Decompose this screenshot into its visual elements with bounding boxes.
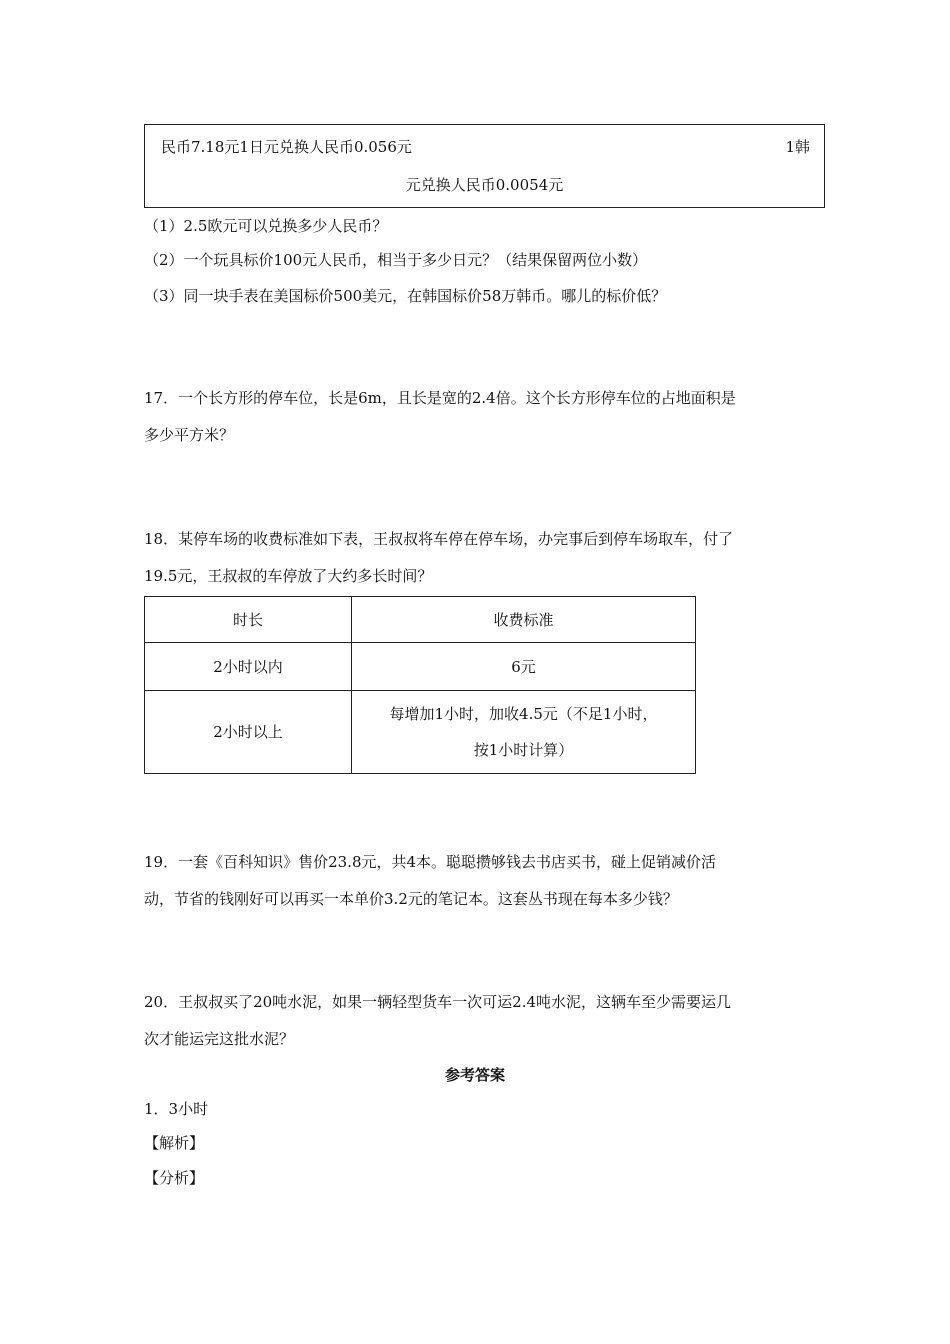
answer-1: 1．3小时 xyxy=(144,1100,209,1118)
answer-jiexi-label: 【解析】 xyxy=(144,1134,205,1152)
answers-title: 参考答案 xyxy=(444,1066,505,1084)
fee-table-cell-fee: 6元 xyxy=(352,643,696,691)
fee-table xyxy=(144,596,696,774)
answer-fenxi-label: 【分析】 xyxy=(144,1169,205,1187)
q20-line1: 20．王叔叔买了20吨水泥，如果一辆轻型货车一次可运2.4吨水泥，这辆车至少需要运几 xyxy=(144,993,732,1011)
q18-line2: 19.5元，王叔叔的车停放了大约多长时间？ xyxy=(144,567,433,585)
q20-line2: 次才能运完这批水泥？ xyxy=(144,1030,295,1048)
fee-rule-line2: 按1小时计算） xyxy=(473,741,574,759)
exchange-rate-box xyxy=(144,124,825,208)
q19-line1: 19．一套《百科知识》售价23.8元，共4本。聪聪攒够钱去书店买书，碰上促销减价活 xyxy=(144,853,717,871)
q19-line2: 动，节省的钱刚好可以再买一本单价3.2元的笔记本。这套丛书现在每本多少钱？ xyxy=(144,890,678,908)
fee-table-cell-duration: 2小时以上 xyxy=(145,691,352,774)
rate-line2: 元兑换人民币0.0054元 xyxy=(405,176,564,194)
fee-table-header-row xyxy=(145,597,696,643)
fee-table-header-duration: 时长 xyxy=(145,597,352,643)
q17-line1: 17．一个长方形的停车位，长是6m，且长是宽的2.4倍。这个长方形停车位的占地面积是 xyxy=(144,389,736,407)
table-row xyxy=(145,643,696,691)
fee-table-header-fee: 收费标准 xyxy=(352,597,696,643)
q16-sub2: （2）一个玩具标价100元人民币，相当于多少日元？（结果保留两位小数） xyxy=(144,251,648,269)
q18-line1: 18．某停车场的收费标准如下表，王叔叔将车停在停车场，办完事后到停车场取车，付了 xyxy=(144,530,734,548)
fee-rule-line1: 每增加1小时，加收4.5元（不足1小时， xyxy=(389,705,658,723)
q16-sub3: （3）同一块手表在美国标价500美元，在韩国标价58万韩币。哪儿的标价低？ xyxy=(144,287,667,305)
q16-sub1: （1）2.5欧元可以兑换多少人民币？ xyxy=(144,217,388,235)
rate-line1-left: 民币7.18元1日元兑换人民币0.056元 xyxy=(161,138,412,156)
fee-table-cell-duration: 2小时以内 xyxy=(145,643,352,691)
fee-table-cell-fee xyxy=(352,691,696,774)
table-row xyxy=(145,691,696,774)
rate-line1-right: 1韩 xyxy=(785,138,810,156)
q17-line2: 多少平方米？ xyxy=(144,426,235,444)
